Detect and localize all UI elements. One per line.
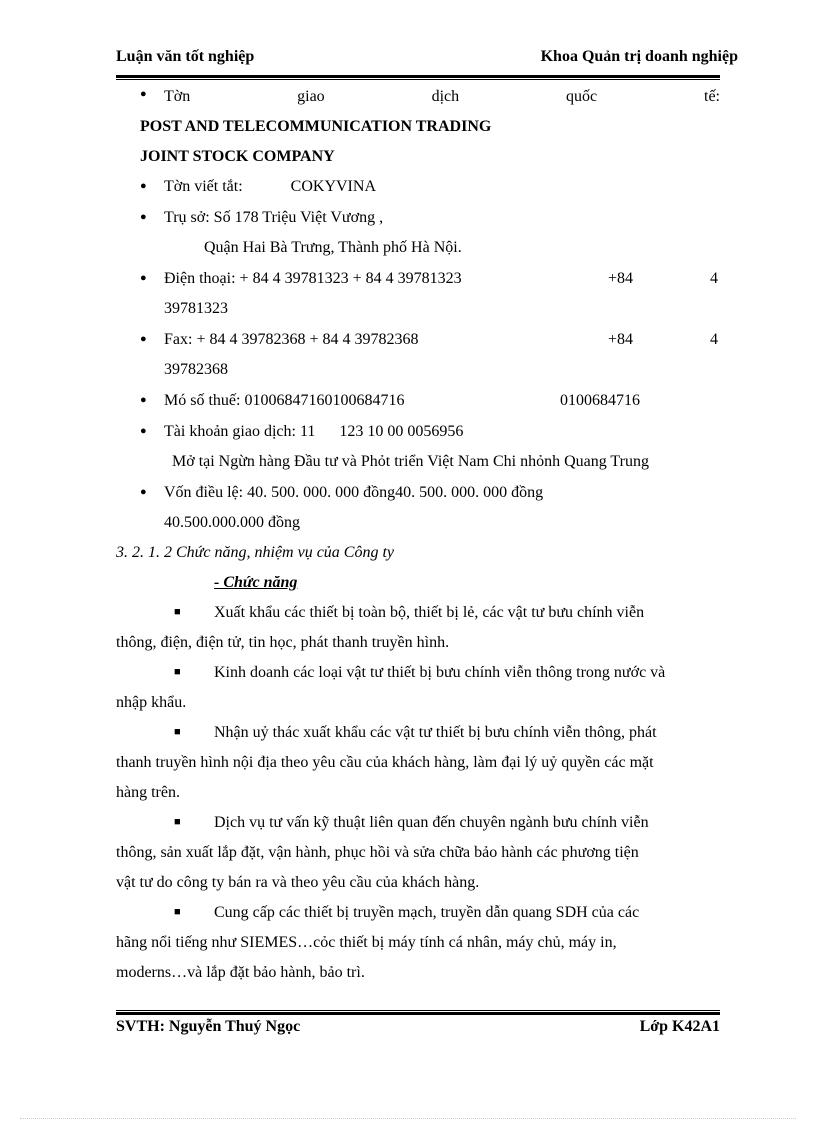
- section-subheading: - Chức năng: [214, 574, 298, 591]
- function-item-2-line2: nhập khẩu.: [116, 694, 187, 711]
- intl-name-line1: POST AND TELECOMMUNICATION TRADING: [140, 118, 492, 135]
- header-faculty: Khoa Quản trị doanh nghiệp: [540, 48, 738, 65]
- function-item-2-line1: Kinh doanh các loại vật tư thiết bị bưu chính viễn thông trong nước và: [214, 664, 666, 681]
- bullet-icon: ●: [140, 486, 147, 498]
- function-item-3-line1: Nhận uỷ thác xuất khẩu các vật tư thiết bị bưu chính viễn thông, phát: [214, 724, 657, 741]
- function-item-5-line3: moderns…và lắp đặt bảo hành, bảo trì.: [116, 964, 365, 981]
- function-item-1-line1: Xuất khẩu các thiết bị toàn bộ, thiết bị lẻ, các vật tư bưu chính viễn: [214, 604, 645, 621]
- bullet-icon: ●: [140, 333, 147, 345]
- phone-area: 4: [710, 270, 718, 287]
- bullet-icon: ●: [140, 211, 147, 223]
- fax-area: 4: [710, 331, 718, 348]
- bank-name: Mở tại Ngừn hàng Đầu tư và Phỏt triển Việt Nam Chi nhỏnh Quang Trung: [172, 453, 649, 470]
- section-heading: 3. 2. 1. 2 Chức năng, nhiệm vụ của Công ty: [116, 544, 395, 561]
- phone-line1: Điện thoại: + 84 4 39781323 + 84 4 39781323: [164, 270, 462, 287]
- header-thesis-title: Luận văn tốt nghiệp: [116, 48, 255, 65]
- function-item-4-line3: vật tư do công ty bán ra và theo yêu cầu của khách hàng.: [116, 874, 480, 891]
- fax-line2: 39782368: [164, 361, 228, 378]
- square-bullet-icon: ■: [174, 666, 181, 678]
- phone-line2: 39781323: [164, 300, 228, 317]
- fax-prefix: +84: [608, 331, 634, 348]
- square-bullet-icon: ■: [174, 906, 181, 918]
- bank-account: Tài khoản giao dịch: 11 123 10 00 0056956: [164, 423, 464, 440]
- bullet-icon: ●: [140, 88, 147, 100]
- hq-line1: Trụ sở: Số 178 Triệu Việt Vương ,: [164, 209, 384, 226]
- footer-student: SVTH: Nguyễn Thuý Ngọc: [116, 1018, 301, 1035]
- page-footer: [116, 1018, 720, 1040]
- square-bullet-icon: ■: [174, 606, 181, 618]
- fax-line1: Fax: + 84 4 39782368 + 84 4 39782368: [164, 331, 419, 348]
- abbr-name: Tờn viết tắt: COKYVINA: [164, 178, 376, 195]
- intl-name-line2: JOINT STOCK COMPANY: [140, 148, 335, 165]
- tax-code: Mó số thuế: 01006847160100684716: [164, 392, 405, 409]
- function-item-5-line1: Cung cấp các thiết bị truyền mạch, truyền dẫn quang SDH của các: [214, 904, 640, 921]
- bullet-icon: ●: [140, 180, 147, 192]
- function-item-3-line3: hàng trên.: [116, 784, 180, 801]
- square-bullet-icon: ■: [174, 816, 181, 828]
- capital-line1: Vốn điều lệ: 40. 500. 000. 000 đồng40. 500. 000. 000 đồng: [164, 484, 544, 501]
- bullet-icon: ●: [140, 394, 147, 406]
- function-item-3-line2: thanh truyền hình nội địa theo yêu cầu của khách hàng, làm đại lý uỷ quyền các mặt: [116, 754, 654, 771]
- header-rule: [116, 75, 720, 80]
- page-header: [116, 48, 738, 70]
- footer-rule: [116, 1010, 720, 1015]
- function-item-1-line2: thông, điện, điện tử, tin học, phát thanh truyền hình.: [116, 634, 450, 651]
- tax-code-extra: 0100684716: [560, 392, 640, 409]
- page-edge-divider: [20, 1118, 796, 1119]
- bullet-icon: ●: [140, 425, 147, 437]
- function-item-4-line1: Dịch vụ tư vấn kỹ thuật liên quan đến chuyên ngành bưu chính viễn: [214, 814, 649, 831]
- bullet-icon: ●: [140, 272, 147, 284]
- function-item-4-line2: thông, sản xuất lắp đặt, vận hành, phục hồi và sửa chữa bảo hành các phương tiện: [116, 844, 639, 861]
- phone-prefix: +84: [608, 270, 634, 287]
- square-bullet-icon: ■: [174, 726, 181, 738]
- footer-class: Lớp K42A1: [639, 1018, 720, 1035]
- hq-line2: Quận Hai Bà Trưng, Thành phố Hà Nội.: [204, 239, 462, 256]
- intl-name-label: Tờn giao dịch quốc tế:: [164, 88, 720, 105]
- capital-line2: 40.500.000.000 đồng: [164, 514, 300, 531]
- function-item-5-line2: hãng nổi tiếng như SIEMES…cỏc thiết bị máy tính cá nhân, máy chủ, máy in,: [116, 934, 617, 951]
